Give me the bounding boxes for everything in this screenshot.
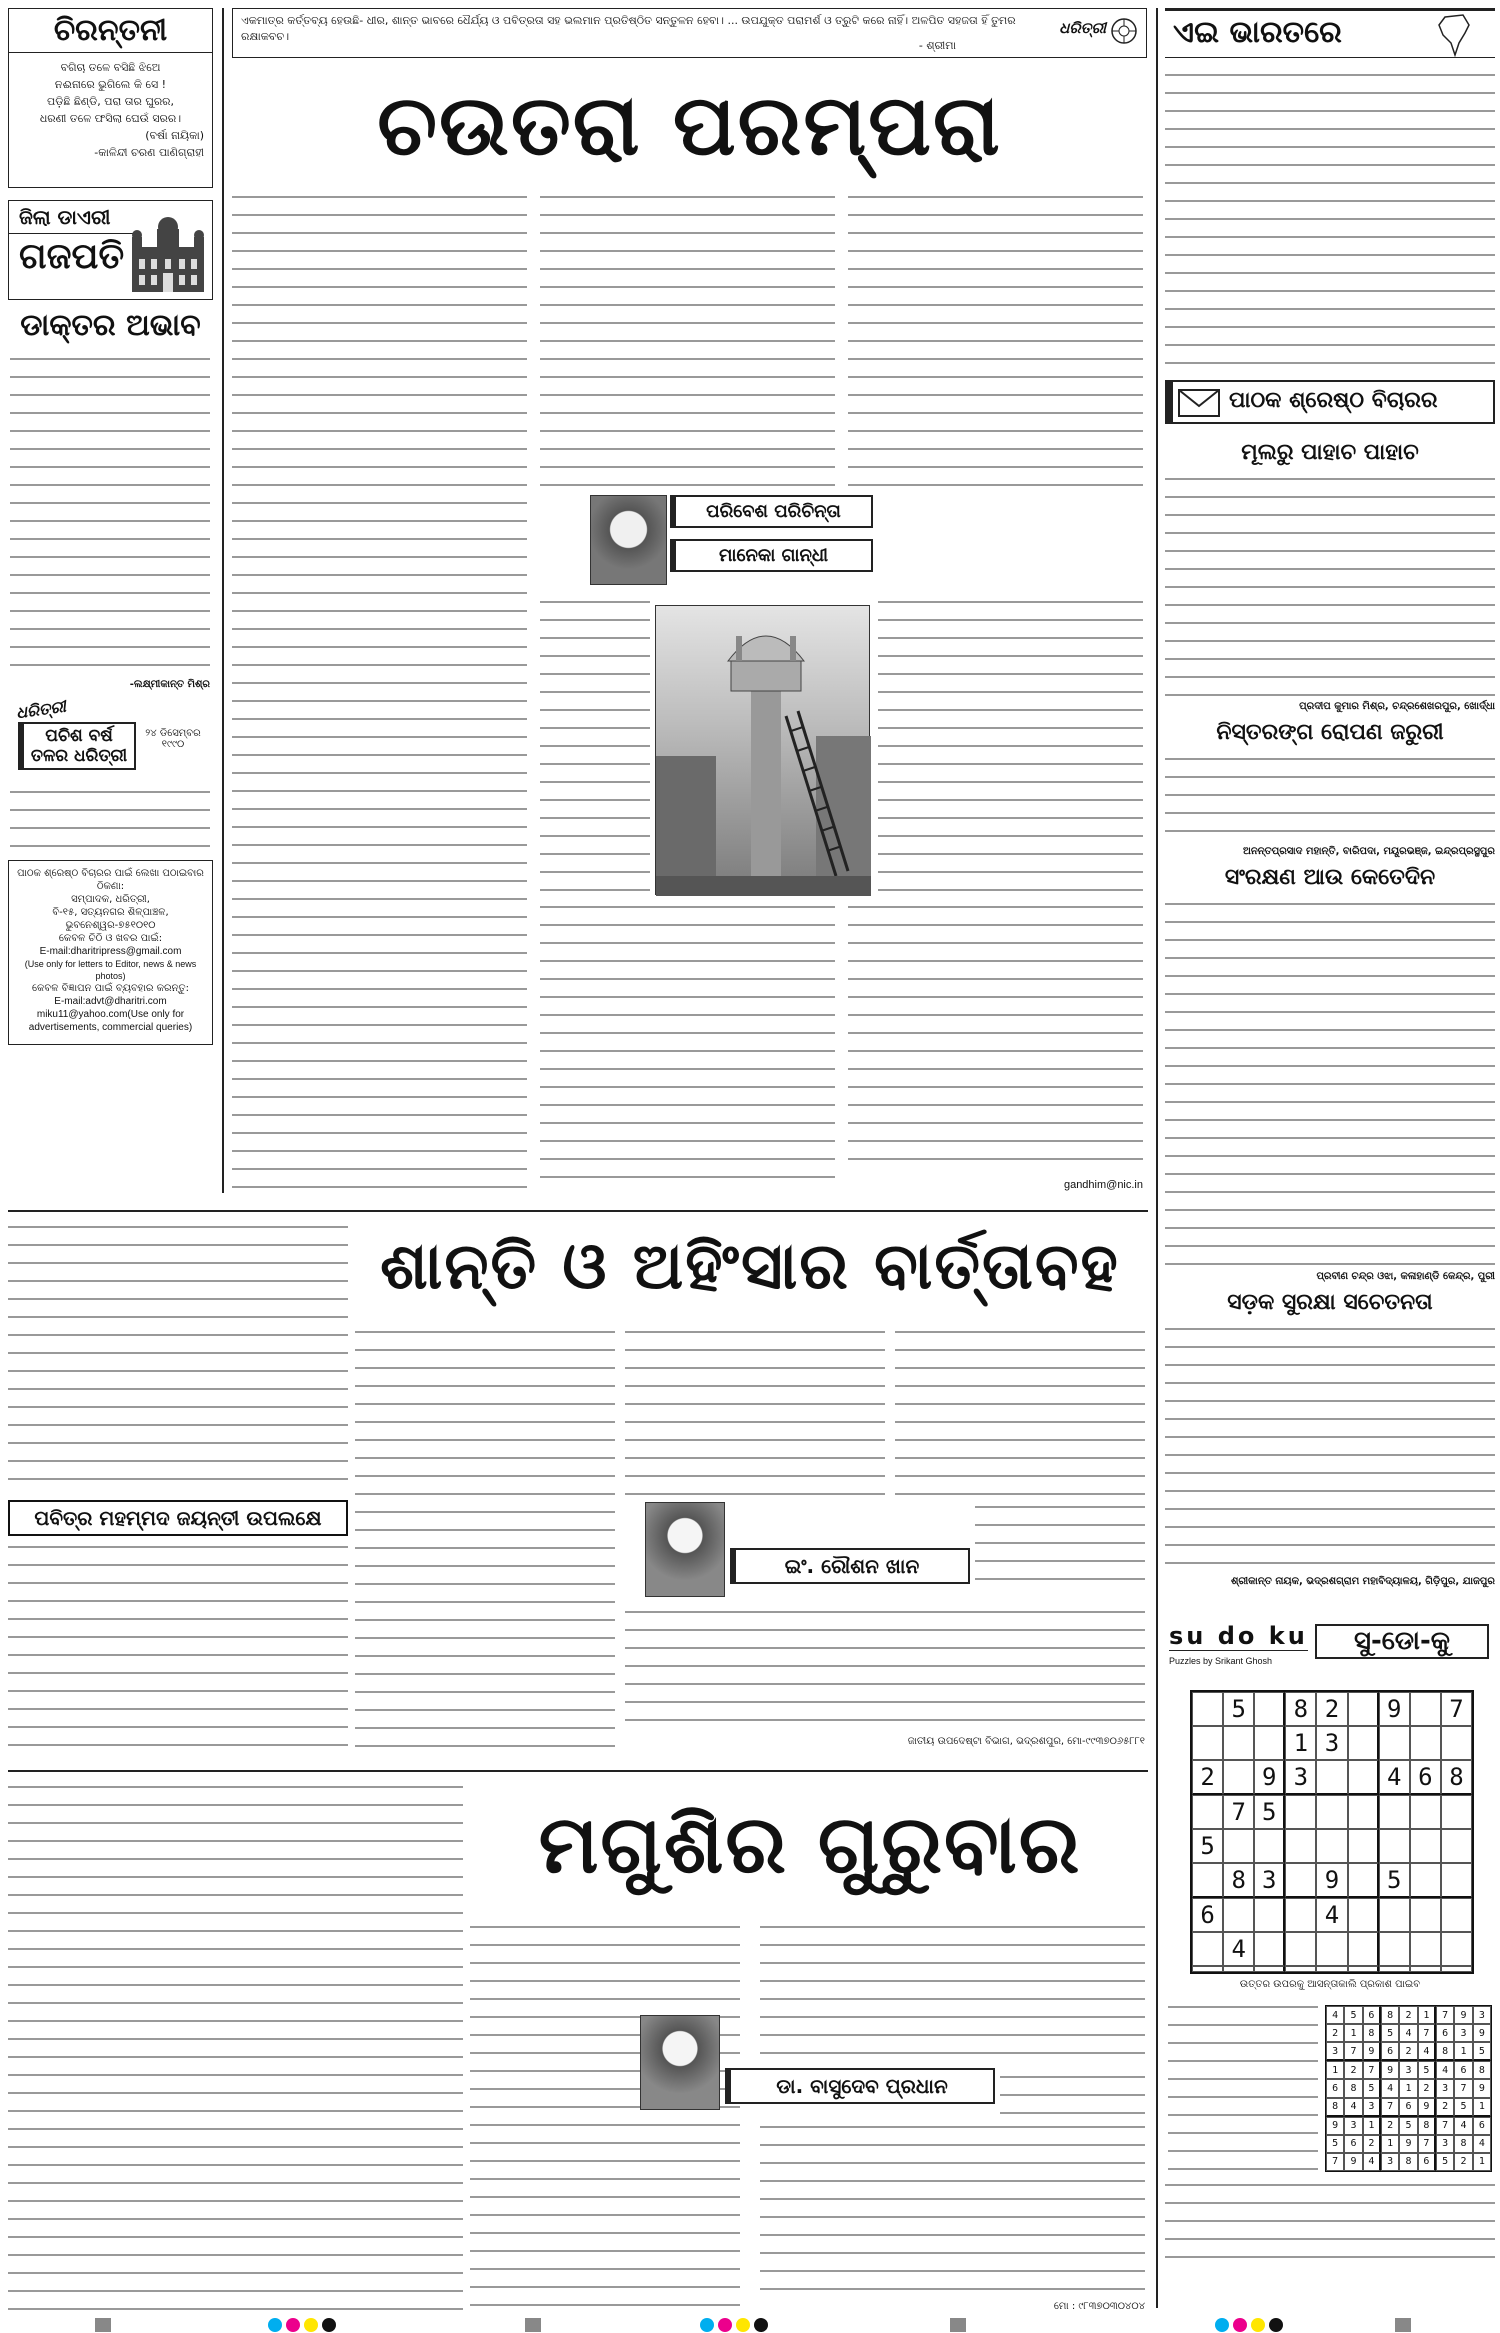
sudoku-cell[interactable] (1192, 1863, 1223, 1898)
sudoku-cell[interactable]: 6 (1192, 1898, 1223, 1932)
answer-cell: 5 (1418, 2061, 1436, 2079)
main-col-3 (848, 190, 1143, 495)
sudoku-cell[interactable] (1223, 1966, 1254, 1972)
sudoku-cell[interactable]: 3 (1285, 1760, 1316, 1795)
answer-cell: 6 (1381, 2042, 1399, 2061)
answer-cell: 8 (1399, 2153, 1417, 2171)
answer-cell: 8 (1418, 2117, 1436, 2135)
editor-email[interactable]: E-mail:dharitripress@gmail.com (39, 946, 182, 957)
district-name: ଗଜପତି (19, 236, 125, 277)
poem-line: (ବର୍ଷା ନାୟିକା) (145, 129, 204, 142)
second-col-c2 (975, 1500, 1145, 1595)
sudoku-cell[interactable]: 8 (1441, 1760, 1472, 1795)
sudoku-cell[interactable] (1410, 1898, 1441, 1932)
answer-cell: 6 (1436, 2024, 1454, 2042)
answer-cell: 8 (1473, 2061, 1491, 2079)
answer-cell: 5 (1381, 2024, 1399, 2042)
answer-cell: 1 (1418, 2006, 1436, 2024)
sudoku-cell[interactable] (1348, 1726, 1379, 1760)
answer-cell: 5 (1344, 2006, 1362, 2024)
sudoku-cell[interactable]: 5 (1379, 1863, 1410, 1898)
years-body (10, 785, 210, 847)
sudoku-cell[interactable] (1379, 1966, 1410, 1972)
column-author: ମାନେକା ଗାନ୍ଧୀ (670, 539, 873, 572)
answer-cell: 7 (1363, 2061, 1381, 2079)
answer-cell: 8 (1326, 2098, 1344, 2117)
advt-label: କେବଳ ବିଜ୍ଞାପନ ପାଇଁ ବ୍ୟବହାର କରନ୍ତୁ: (31, 983, 190, 994)
sudoku-cell[interactable] (1410, 1829, 1441, 1863)
answer-cell: 4 (1399, 2024, 1417, 2042)
answer-cell: 9 (1454, 2006, 1472, 2024)
district-label: ଜିଲା ଡାଏରୀ (9, 201, 139, 234)
sudoku-cell[interactable] (1441, 1795, 1472, 1829)
contact-line: ବି-୧୫, ସତ୍ୟନଗର ଶିଳ୍ପାଞ୍ଚଳ, ଭୁବନେଶ୍ୱର-୭୫୧୦୧୦ (52, 907, 169, 931)
answer-cell: 7 (1418, 2135, 1436, 2153)
sudoku-cell[interactable] (1316, 1966, 1347, 1972)
sudoku-cell[interactable] (1348, 1692, 1379, 1726)
answer-cell: 5 (1399, 2117, 1417, 2135)
years-title: ପଚିଶ ବର୍ଷ (45, 726, 113, 746)
registration-dot-black (322, 2318, 336, 2332)
answer-cell: 8 (1363, 2024, 1381, 2042)
sudoku-cell[interactable] (1316, 1760, 1347, 1795)
answer-cell: 7 (1344, 2042, 1362, 2061)
answer-cell: 7 (1436, 2117, 1454, 2135)
registration-dot-black (1269, 2318, 1283, 2332)
answer-cell: 6 (1399, 2098, 1417, 2117)
letter-body (1165, 752, 1495, 842)
sudoku-cell[interactable] (1348, 1966, 1379, 1972)
second-col-b (625, 1325, 885, 1500)
advt-email-alt[interactable]: miku11@yahoo.com(Use only for (36, 1009, 185, 1020)
sudoku-cell[interactable]: 8 (1223, 1863, 1254, 1898)
sudoku-cell[interactable] (1223, 1898, 1254, 1932)
palace-illustration (127, 207, 209, 295)
answer-cell: 4 (1363, 2153, 1381, 2171)
letter-title: ସଡ଼କ ସୁରକ୍ଷା ସଚେତନତା (1227, 1290, 1433, 1315)
right-divider (1156, 8, 1158, 2308)
letter-author: ଶ୍ରୀକାନ୍ତ ନାୟକ, ଭଦ୍ରଶଗ୍ରାମ ମହାବିଦ୍ୟାଳୟ, ଗିଡ଼ିପୁର, ଯାଜପୁର (1230, 1576, 1495, 1587)
sudoku-cell[interactable] (1192, 1795, 1223, 1829)
sudoku-instructions (1168, 2000, 1318, 2170)
sudoku-cell[interactable]: 7 (1223, 1795, 1254, 1829)
answer-cell: 2 (1454, 2153, 1472, 2171)
district-article-body (10, 352, 210, 677)
answer-cell: 3 (1473, 2006, 1491, 2024)
letter-author: ପ୍ରଦୀପ କୁମାର ମିଶ୍ର, ଚନ୍ଦ୍ରଶେଖରପୁର, ଖୋର୍ଦ୍ଧା (1299, 701, 1495, 712)
sudoku-cell[interactable]: 6 (1410, 1760, 1441, 1795)
poem-author: -କାଳିନ୍ଦୀ ଚରଣ ପାଣିଗ୍ରାହୀ (94, 146, 204, 159)
answer-cell: 3 (1344, 2117, 1362, 2135)
poem-line: ନଈନାରେ ଭୁଗିଲେ କି ସେ ! (54, 78, 167, 91)
answer-cell: 2 (1436, 2098, 1454, 2117)
poem-line: ବଗିଚା ତଳେ ବସିଛି ଝିଅେ (60, 61, 161, 74)
sudoku-cell[interactable]: 2 (1192, 1760, 1223, 1795)
answer-cell: 3 (1436, 2079, 1454, 2097)
sudoku-cell[interactable] (1316, 1795, 1347, 1829)
letter-body (1165, 897, 1495, 1267)
sudoku-cell[interactable] (1192, 1966, 1223, 1972)
sudoku-cell[interactable]: 4 (1223, 1932, 1254, 1966)
answer-cell: 6 (1344, 2135, 1362, 2153)
top-quote-text: ଏକମାତ୍ର କର୍ତ୍ତବ୍ୟ ହେଉଛି- ଧୀର, ଶାନ୍ତ ଭାବରେ ଧୈର୍ଯ୍ୟ ଓ ପବିତ୍ରତା ସହ ଭଲମାନ ପ୍ରତିଷ୍ଠିତ ସନ୍ତୁଳନ ହେବା। ... ଉପଯୁକ୍ତ ପରାମର୍ଶ ଓ ତ୍ରୁଟି କରେ ନାହିଁ। ଅଳପିତ ସହଜତା ହିଁ ତୁମର ରକ୍ଷାକବଚ। (241, 14, 1016, 43)
sudoku-cell[interactable] (1441, 1966, 1472, 1972)
section-divider-2 (8, 1770, 1148, 1772)
ei-bharatare-body (1165, 68, 1495, 368)
sudoku-cell[interactable] (1441, 1863, 1472, 1898)
answer-cell: 5 (1473, 2042, 1491, 2061)
answer-cell: 3 (1381, 2153, 1399, 2171)
answer-cell: 9 (1363, 2042, 1381, 2061)
sudoku-cell[interactable]: 9 (1316, 1863, 1347, 1898)
third-headline: ମଗୁଶିର ଗୁରୁବାର (538, 1798, 1082, 1891)
answer-cell: 9 (1418, 2098, 1436, 2117)
answer-cell: 9 (1344, 2153, 1362, 2171)
sudoku-cell[interactable] (1285, 1966, 1316, 1972)
answer-cell: 9 (1473, 2079, 1491, 2097)
answer-cell: 2 (1381, 2117, 1399, 2135)
registration-dot-black (754, 2318, 768, 2332)
poem-line: ଧରଣୀ ତଳେ ଫସିଲା ଘେଉଁ ସରର। (39, 112, 182, 125)
chautara-tower-photo (655, 605, 870, 895)
letter-title: ସଂରକ୍ଷଣ ଆଉ କେତେଦିନ (1224, 865, 1436, 890)
answer-cell: 1 (1344, 2024, 1362, 2042)
answer-cell: 3 (1454, 2024, 1472, 2042)
answer-cell: 1 (1363, 2117, 1381, 2135)
print-mark (1395, 2318, 1411, 2332)
sudoku-cell[interactable] (1348, 1760, 1379, 1795)
sudoku-cell[interactable]: 2 (1316, 1692, 1347, 1726)
registration-dot-yellow (736, 2318, 750, 2332)
print-mark (525, 2318, 541, 2332)
letter-title: ମୂଲରୁ ପାହାଚ ପାହାଚ (1241, 440, 1419, 465)
sudoku-cell[interactable] (1410, 1692, 1441, 1726)
answer-cell: 3 (1436, 2135, 1454, 2153)
sudoku-cell[interactable] (1223, 1829, 1254, 1863)
district-headline: ଡାକ୍ତର ଅଭାବ (20, 308, 201, 343)
sudoku-cell[interactable] (1223, 1726, 1254, 1760)
answer-cell: 1 (1326, 2061, 1344, 2079)
sudoku-cell[interactable] (1316, 1932, 1347, 1966)
sudoku-cell[interactable] (1285, 1898, 1316, 1932)
letter-body (1165, 472, 1495, 697)
third-col-c (760, 1920, 1145, 2065)
answer-cell: 4 (1473, 2135, 1491, 2153)
answer-cell: 8 (1381, 2006, 1399, 2024)
answer-cell: 6 (1363, 2006, 1381, 2024)
registration-dot-cyan (268, 2318, 282, 2332)
main-col-3b (878, 595, 1143, 895)
answer-cell: 5 (1326, 2135, 1344, 2153)
sudoku-cell[interactable] (1285, 1795, 1316, 1829)
years-date: ୨୪ ଡିସେମ୍ବର ୧୯୯୦ (145, 728, 201, 750)
answer-cell: 6 (1454, 2061, 1472, 2079)
answer-cell: 2 (1344, 2061, 1362, 2079)
chirantani-box (8, 8, 213, 188)
author-photo (590, 495, 667, 585)
third-author-photo (640, 2015, 720, 2110)
answer-cell: 8 (1454, 2135, 1472, 2153)
sudoku-cell[interactable] (1441, 1932, 1472, 1966)
sudoku-cell[interactable] (1410, 1932, 1441, 1966)
third-author-phone: ମୋ : ୯୮୩୭୦୩୦୪୦୪ (1053, 2301, 1145, 2312)
district-author: -ଲକ୍ଷ୍ମୀକାନ୍ତ ମିଶ୍ର (129, 679, 210, 690)
registration-dot-yellow (1251, 2318, 1265, 2332)
contact-line: କେବଳ ଚିଠି ଓ ଖବର ପାଇଁ: (58, 933, 163, 944)
main-col-2 (540, 190, 835, 495)
answer-cell: 9 (1326, 2117, 1344, 2135)
registration-dot-magenta (1233, 2318, 1247, 2332)
top-quote-logo: ଧରିତ୍ରୀ (1059, 19, 1106, 37)
second-col-b2 (625, 1605, 1145, 1730)
sudoku-cell[interactable] (1254, 1898, 1285, 1932)
sudoku-cell[interactable]: 3 (1254, 1863, 1285, 1898)
sudoku-cell[interactable]: 8 (1285, 1692, 1316, 1726)
answer-cell: 9 (1381, 2061, 1399, 2079)
answer-cell: 4 (1381, 2079, 1399, 2097)
top-quote-author: - ଶ୍ରୀମା (918, 39, 956, 52)
sudoku-cell[interactable] (1285, 1932, 1316, 1966)
sudoku-cell[interactable] (1379, 1932, 1410, 1966)
column-byline-block (590, 495, 890, 585)
sudoku-cell[interactable]: 1 (1285, 1726, 1316, 1760)
sudoku-cell[interactable]: 5 (1223, 1692, 1254, 1726)
main-headline: ଚଉତରା ପରମ୍ପରା (377, 76, 1002, 174)
answer-cell: 7 (1436, 2006, 1454, 2024)
second-intro-col2 (8, 1540, 348, 1760)
sudoku-cell[interactable] (1254, 1932, 1285, 1966)
ei-bharatare-title: ଏଇ ଭାରତରେ (1173, 15, 1342, 50)
answer-cell: 2 (1363, 2135, 1381, 2153)
answer-cell: 7 (1381, 2098, 1399, 2117)
registration-dot-magenta (718, 2318, 732, 2332)
sudoku-cell[interactable] (1410, 1863, 1441, 1898)
column-label: ପରିବେଶ ପରିଚିନ୍ତା (670, 495, 873, 528)
sudoku-cell[interactable] (1254, 1966, 1285, 1972)
left-divider (222, 8, 224, 1193)
contact-box (8, 860, 213, 1045)
answer-cell: 1 (1381, 2135, 1399, 2153)
advt-email[interactable]: E-mail:advt@dharitri.com (54, 996, 167, 1007)
answer-cell: 4 (1418, 2042, 1436, 2061)
third-col-e (760, 2120, 1145, 2300)
sudoku-cell[interactable] (1379, 1726, 1410, 1760)
editor-email-note: (Use only for letters to Editor, news & news photos) (24, 959, 197, 981)
sudoku-cell[interactable] (1192, 1932, 1223, 1966)
main-col-1 (232, 190, 527, 1200)
third-col-d (1000, 2070, 1145, 2115)
answer-cell: 6 (1418, 2153, 1436, 2171)
registration-dot-cyan (1215, 2318, 1229, 2332)
sudoku-credit: Puzzles by Srikant Ghosh (1169, 1656, 1273, 1666)
chirantani-title: ଚିରନ୍ତନୀ (9, 9, 212, 53)
india-map-icon (1435, 13, 1475, 57)
answer-cell: 6 (1473, 2117, 1491, 2135)
sudoku-cell[interactable] (1410, 1966, 1441, 1972)
sudoku-cell[interactable] (1410, 1795, 1441, 1829)
sudoku-cell[interactable] (1285, 1829, 1316, 1863)
sudoku-grid[interactable] (1190, 1690, 1474, 1974)
main-author-email[interactable]: gandhim@nic.in (1063, 1179, 1143, 1191)
contact-line: ସମ୍ପାଦକ, ଧରିତ୍ରୀ, (71, 894, 150, 905)
sudoku-cell[interactable] (1285, 1863, 1316, 1898)
sudoku-cell[interactable] (1379, 1795, 1410, 1829)
answer-cell: 4 (1326, 2006, 1344, 2024)
letter-author: ଅନନ୍ତପ୍ରସାଦ ମହାନ୍ତି, ବାରିପଦା, ମୟୂରଭଞ୍ଜ, ଇନ୍ଦ୍ରପ୍ରସ୍ଥପୁର (1242, 846, 1495, 857)
sun-emblem-icon (1110, 17, 1138, 45)
answer-cell: 4 (1436, 2061, 1454, 2079)
answer-cell: 4 (1344, 2098, 1362, 2117)
sudoku-cell[interactable] (1192, 1726, 1223, 1760)
answer-cell: 7 (1326, 2153, 1344, 2171)
sudoku-cell[interactable] (1348, 1898, 1379, 1932)
sudoku-footer-text (1165, 2178, 1495, 2258)
sudoku-cell[interactable]: 4 (1379, 1760, 1410, 1795)
answer-cell: 1 (1399, 2079, 1417, 2097)
ei-bharatare-banner (1165, 8, 1495, 58)
answer-cell: 2 (1418, 2079, 1436, 2097)
previous-answer-grid (1325, 2005, 1492, 2172)
main-col-2c (540, 900, 835, 1190)
third-author: ଡା. ବାସୁଦେବ ପ୍ରଧାନ (725, 2068, 995, 2104)
third-col-a (8, 1780, 463, 2310)
poem-line: ପଡ଼ିଛି ଛିଣ୍ଡି, ପରା ତାର ଘୁରର, (46, 95, 175, 108)
second-col-c (895, 1325, 1145, 1500)
sudoku-cell[interactable] (1379, 1829, 1410, 1863)
sudoku-cell[interactable] (1254, 1692, 1285, 1726)
sudoku-cell[interactable] (1254, 1726, 1285, 1760)
contact-intro: ପାଠକ ଶ୍ରେଷ୍ଠ ବିଚାରର ପାଇଁ ଲେଖା ପଠାଇବାର ଠିକଣା: (17, 868, 204, 892)
sudoku-cell[interactable] (1441, 1726, 1472, 1760)
answer-cell: 8 (1436, 2042, 1454, 2061)
answer-cell: 7 (1418, 2024, 1436, 2042)
letter-body (1165, 1322, 1495, 1572)
sudoku-cell[interactable] (1223, 1760, 1254, 1795)
second-author-address: ଜାତୀୟ ଉପଦେଷ୍ଟା ବିଭାଗ, ଭଦ୍ରଶପୁର, ମୋ-୯୯୩୭୦୬୫୮୮୧ (907, 1736, 1145, 1747)
sudoku-cell[interactable] (1410, 1726, 1441, 1760)
answer-cell: 8 (1344, 2079, 1362, 2097)
registration-dot-yellow (304, 2318, 318, 2332)
answer-cell: 3 (1363, 2098, 1381, 2117)
answer-cell: 1 (1473, 2098, 1491, 2117)
registration-dot-magenta (286, 2318, 300, 2332)
sudoku-cell[interactable]: 7 (1441, 1692, 1472, 1726)
answer-cell: 1 (1473, 2153, 1491, 2171)
sudoku-cell[interactable]: 3 (1316, 1726, 1347, 1760)
print-mark (95, 2318, 111, 2332)
dharitri-stamp-logo: ଧରିତ୍ରୀ (14, 696, 67, 723)
answer-cell: 5 (1363, 2079, 1381, 2097)
years-subtitle: ତଳର ଧରିତ୍ରୀ (30, 746, 128, 766)
main-col-3c (848, 900, 1143, 1175)
top-quote-box (232, 8, 1147, 58)
third-col-b (470, 1920, 740, 2310)
answer-cell: 3 (1326, 2042, 1344, 2061)
second-intro-col (8, 1220, 348, 1490)
tower-illustration (656, 606, 871, 896)
years-ago-box (8, 696, 213, 850)
second-author: ଇଂ. ରୌଶନ ଖାନ (730, 1548, 970, 1584)
sudoku-cell[interactable] (1348, 1795, 1379, 1829)
sudoku-header (1165, 1620, 1495, 1680)
answer-cell: 5 (1436, 2153, 1454, 2171)
main-col-2b (540, 595, 650, 895)
sudoku-answer-note: ଉତ୍ତର ଉପରକୁ ଆସନ୍ତାକାଲି ପ୍ରକାଶ ପାଇବ (1239, 1979, 1421, 1990)
sudoku-cell[interactable]: 5 (1192, 1829, 1223, 1863)
answer-cell: 2 (1399, 2042, 1417, 2061)
answer-cell: 5 (1454, 2098, 1472, 2117)
second-headline: ଶାନ୍ତି ଓ ଅହିଂସାର ବାର୍ତ୍ତାବହ (380, 1230, 1120, 1304)
answer-cell: 9 (1473, 2024, 1491, 2042)
print-mark (950, 2318, 966, 2332)
answer-cell: 6 (1326, 2079, 1344, 2097)
sudoku-logo: su do ku (1169, 1622, 1308, 1650)
sudoku-cell[interactable] (1441, 1898, 1472, 1932)
sudoku-cell[interactable]: 5 (1254, 1795, 1285, 1829)
answer-cell: 3 (1399, 2061, 1417, 2079)
answer-cell: 4 (1454, 2117, 1472, 2135)
second-col-a (355, 1325, 615, 1760)
answer-cell: 2 (1399, 2006, 1417, 2024)
sudoku-cell[interactable]: 9 (1254, 1760, 1285, 1795)
answer-cell: 1 (1454, 2042, 1472, 2061)
registration-dot-cyan (700, 2318, 714, 2332)
sudoku-cell[interactable]: 4 (1316, 1898, 1347, 1932)
pathak-banner (1165, 380, 1495, 424)
envelope-icon (1177, 386, 1221, 420)
answer-cell: 2 (1326, 2024, 1344, 2042)
second-author-photo (645, 1502, 725, 1597)
sudoku-cell[interactable]: 9 (1379, 1692, 1410, 1726)
pathak-title: ପାଠକ ଶ୍ରେଷ୍ଠ ବିଚାରର (1229, 388, 1438, 413)
sudoku-cell[interactable] (1379, 1898, 1410, 1932)
sudoku-cell[interactable] (1192, 1692, 1223, 1726)
sudoku-odia-title: ସୁ-ଡୋ-କୁ (1315, 1624, 1489, 1659)
advt-email-note: advertisements, commercial queries) (28, 1022, 193, 1033)
sudoku-cell[interactable] (1316, 1829, 1347, 1863)
sudoku-cell[interactable] (1441, 1829, 1472, 1863)
sudoku-cell[interactable] (1348, 1829, 1379, 1863)
district-diary-box (8, 200, 213, 300)
answer-cell: 7 (1454, 2079, 1472, 2097)
answer-cell: 9 (1399, 2135, 1417, 2153)
sudoku-cell[interactable] (1348, 1932, 1379, 1966)
sudoku-cell[interactable] (1254, 1829, 1285, 1863)
letter-author: ପ୍ରବୀଣ ଚନ୍ଦ୍ର ଓଝା, କଳାହାଣ୍ଡି କେନ୍ଦ୍ର, ପୁରୀ (1316, 1271, 1495, 1282)
letter-title: ନିସ୍ତରଙ୍ଗ ରୋପଣ ଜରୁରୀ (1216, 720, 1444, 745)
sudoku-cell[interactable] (1348, 1863, 1379, 1898)
second-subhead: ପବିତ୍ର ମହମ୍ମଦ ଜୟନ୍ତୀ ଉପଲକ୍ଷେ (8, 1500, 348, 1536)
